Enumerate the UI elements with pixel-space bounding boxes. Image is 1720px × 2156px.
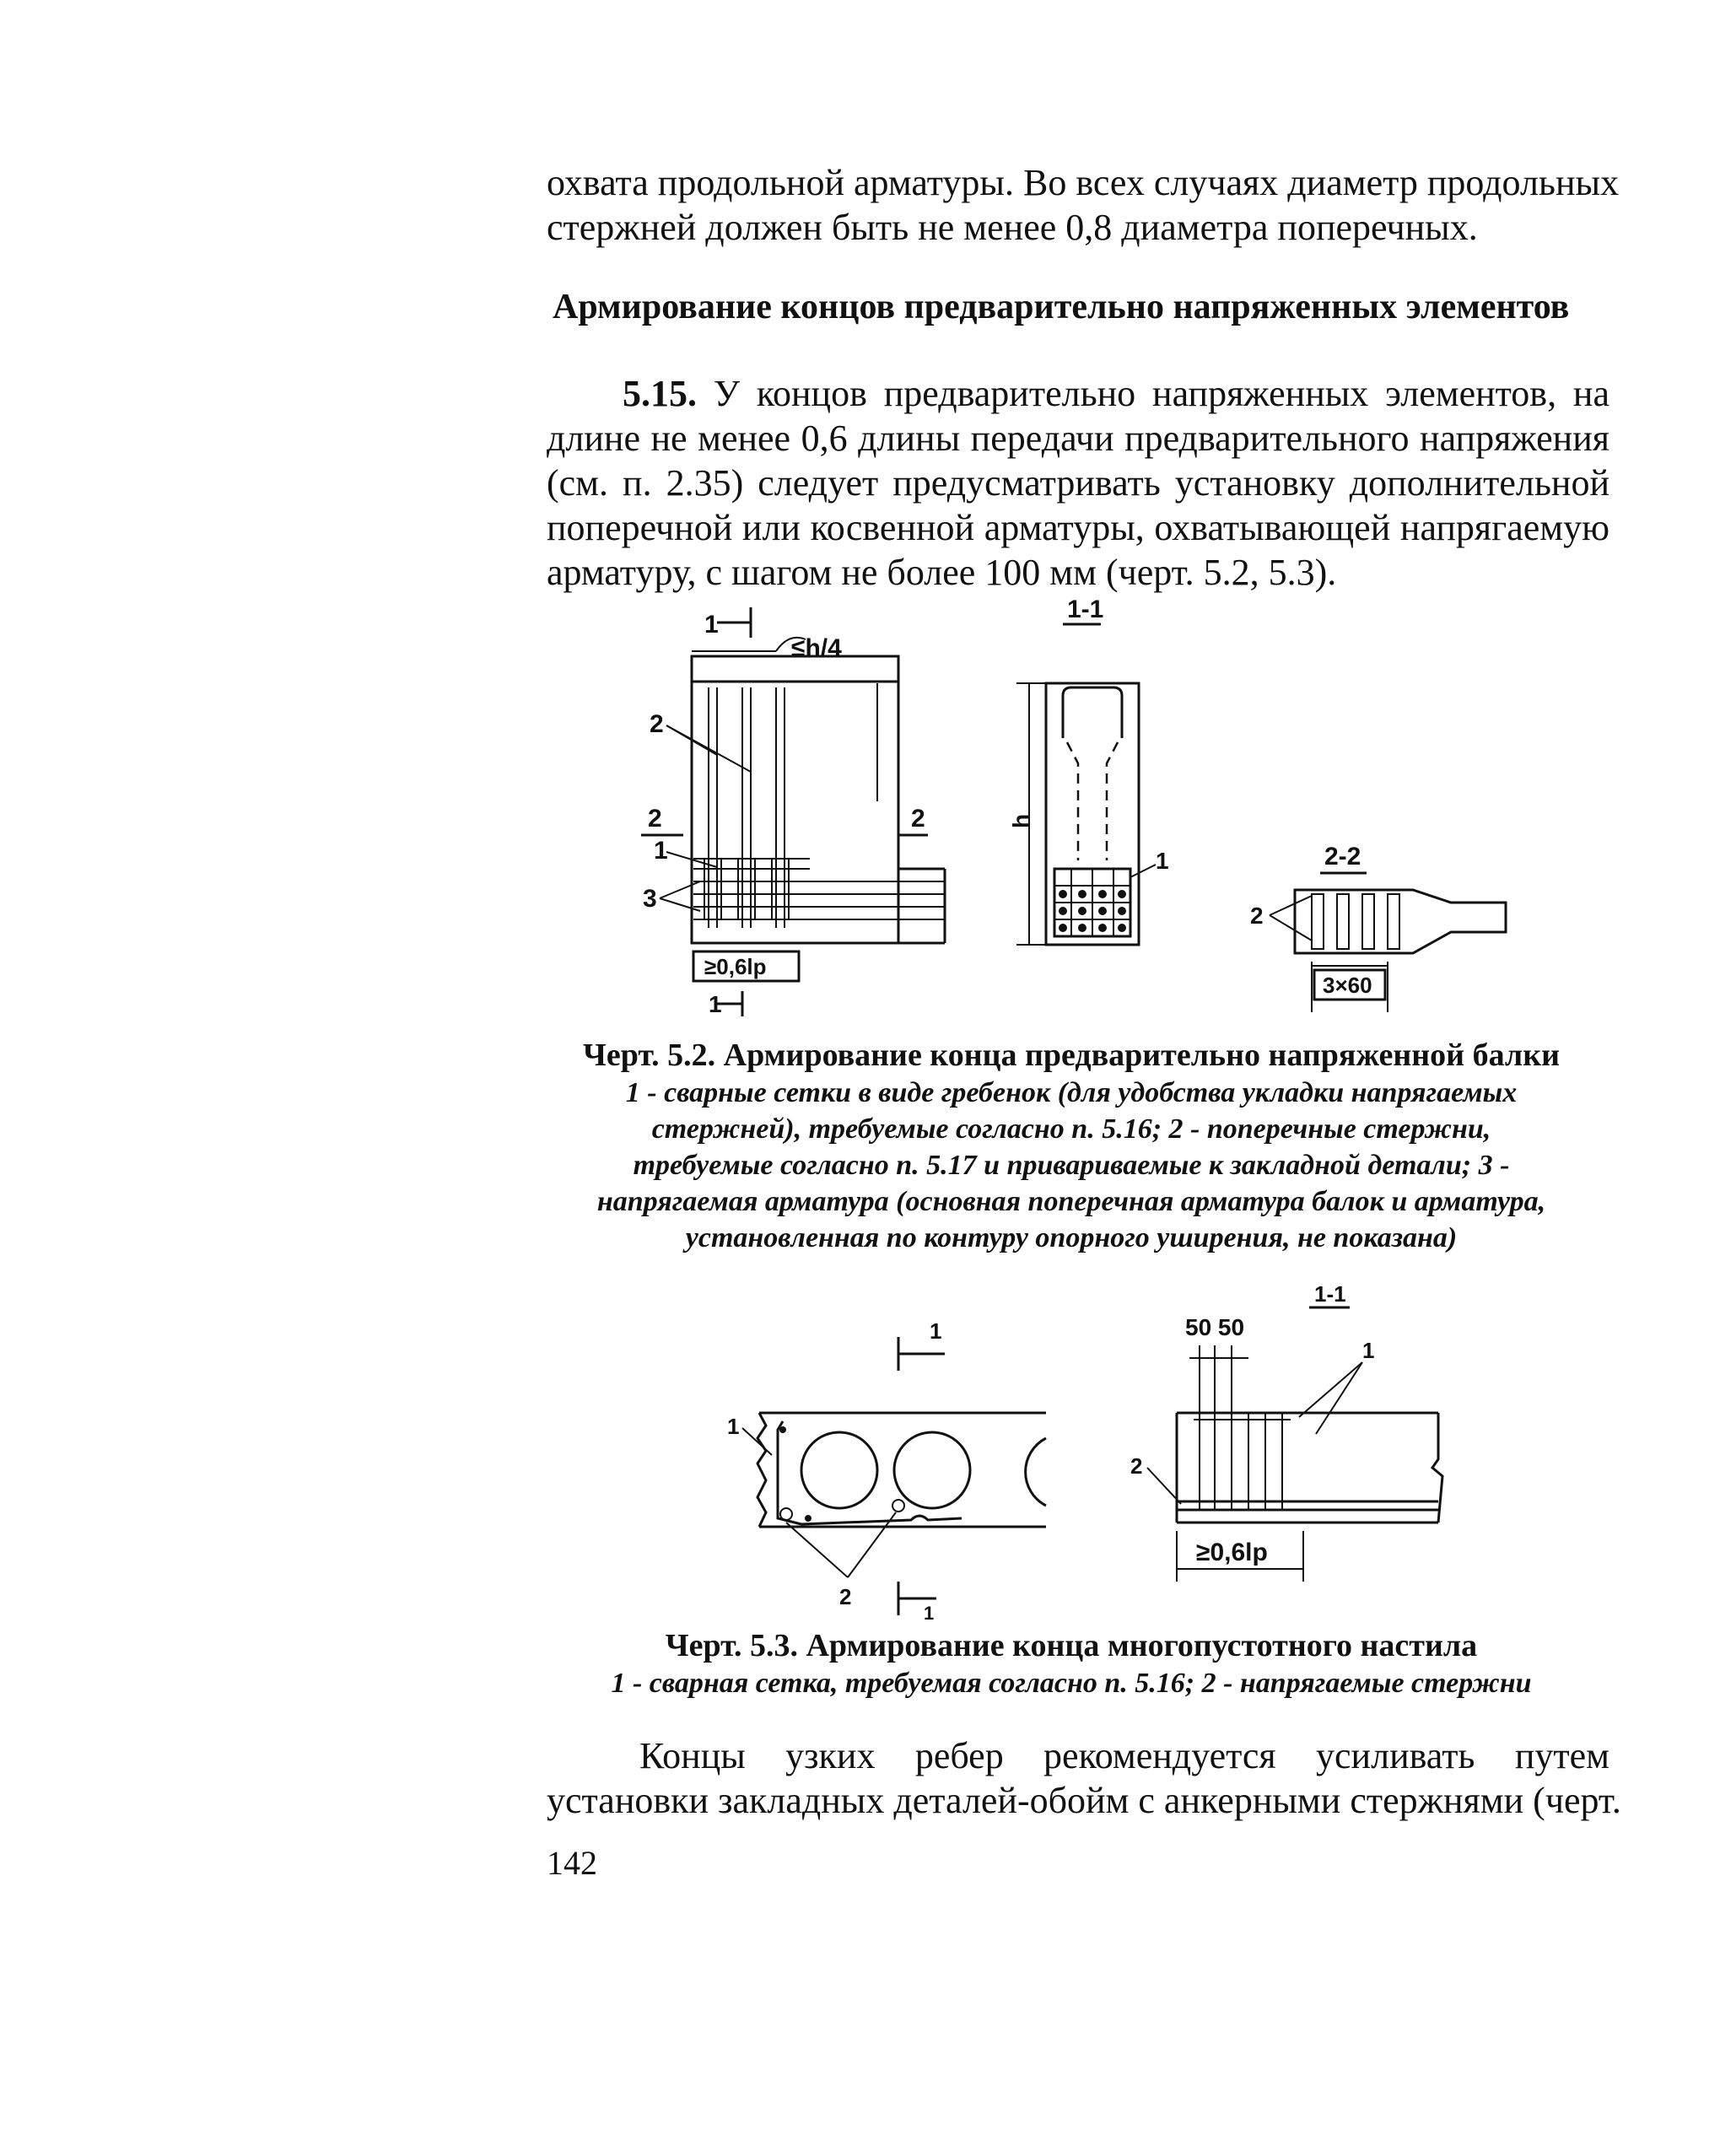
section-2-right: 2	[911, 805, 925, 833]
page-number: 142	[547, 1844, 597, 1882]
caption-legend	[523, 1075, 1620, 1256]
plan-section-2-2	[1250, 843, 1506, 1012]
callout-1-left: 1	[727, 1414, 740, 1439]
h4-label: ≤h/4	[791, 634, 842, 662]
text-line: установки закладных деталей-обойм с анкерными стержнями (черт.	[547, 1780, 1621, 1821]
slab-section	[727, 1318, 1046, 1624]
beam-cross-section	[1008, 596, 1169, 945]
caption-title: Черт. 5.2. Армирование конца предварительно напряженной балки	[582, 1038, 1561, 1073]
text-line: арматуру, с шагом не более 100 мм (черт. 5.2, 5.3).	[547, 552, 1337, 593]
dim-h: h	[1008, 813, 1034, 828]
section-1-1-label: 1-1	[1067, 596, 1104, 623]
beam-elevation	[641, 607, 945, 1017]
figure-5-3-caption	[523, 1626, 1620, 1701]
dim-3x60: 3×60	[1323, 973, 1372, 998]
section-2-2-label: 2-2	[1324, 843, 1361, 870]
clause-5-15	[547, 371, 1609, 595]
callout-1-right: 1	[1362, 1338, 1375, 1363]
dim-06lp: ≥0,6lp	[704, 954, 767, 979]
cross-callout-1: 1	[1156, 848, 1169, 874]
text-line	[547, 371, 1609, 416]
section-mark-label: 1	[709, 991, 722, 1017]
callout-2-left: 2	[839, 1584, 852, 1609]
callout-1: 1	[654, 837, 668, 865]
slab-longitudinal	[1130, 1281, 1442, 1582]
dim-50-50: 50 50	[1185, 1314, 1245, 1340]
figure-5-2-drawing	[624, 590, 1535, 1029]
section-1-1-label: 1-1	[1314, 1281, 1346, 1307]
paragraph-top	[547, 160, 1620, 250]
clause-text: У концов предварительно напряженных элементов, на	[713, 373, 1609, 414]
callout-2-right: 2	[1130, 1453, 1143, 1479]
section-mark-label: 1	[930, 1318, 942, 1344]
figure-5-2-caption	[523, 1036, 1620, 1256]
legend-line: установленная по контуру опорного уширения, не показана)	[685, 1222, 1458, 1253]
clause-number: 5.15.	[623, 373, 697, 414]
legend-line: 1 - сварные сетки в виде гребенок (для удобства укладки напрягаемых	[625, 1077, 1518, 1108]
text-line: (см. п. 2.35) следует предусматривать установку дополнительной	[547, 462, 1609, 504]
paragraph-bottom	[547, 1733, 1621, 1823]
section-2-left: 2	[648, 805, 662, 833]
figure-5-3-drawing	[709, 1278, 1468, 1624]
legend-line: требуемые согласно п. 5.17 и привариваемые к закладной детали; 3 -	[633, 1150, 1510, 1181]
plan-callout-2: 2	[1250, 903, 1264, 929]
callout-3: 3	[643, 885, 657, 913]
legend-line: стержней), требуемые согласно п. 5.16; 2 - поперечные стержни,	[651, 1113, 1491, 1145]
section-mark-label: 1	[924, 1603, 935, 1624]
text-line: стержней должен быть не менее 0,8 диаметра поперечных.	[547, 207, 1478, 248]
text-line: длине не менее 0,6 длины передачи предварительного напряжения	[547, 418, 1609, 459]
legend-line: напрягаемая арматура (основная поперечная арматура балок и арматура,	[596, 1186, 1546, 1217]
dim-06lp: ≥0,6lp	[1196, 1539, 1268, 1566]
caption-legend	[523, 1665, 1620, 1701]
callout-2: 2	[650, 710, 664, 738]
text-line: Концы узких ребер рекомендуется усиливать путем	[639, 1735, 1609, 1776]
section-heading: Армирование концов предварительно напряженных элементов	[553, 288, 1570, 326]
text-line: поперечной или косвенной арматуры, охватывающей напрягаемую	[547, 507, 1609, 548]
caption-title: Черт. 5.3. Армирование конца многопустотного настила	[665, 1628, 1478, 1663]
text-line: охвата продольной арматуры. Во всех случаях диаметр продольных	[547, 162, 1620, 203]
legend-line: 1 - сварная сетка, требуемая согласно п. 5.16; 2 - напрягаемые стержни	[611, 1668, 1532, 1699]
section-mark-label: 1	[704, 611, 719, 639]
